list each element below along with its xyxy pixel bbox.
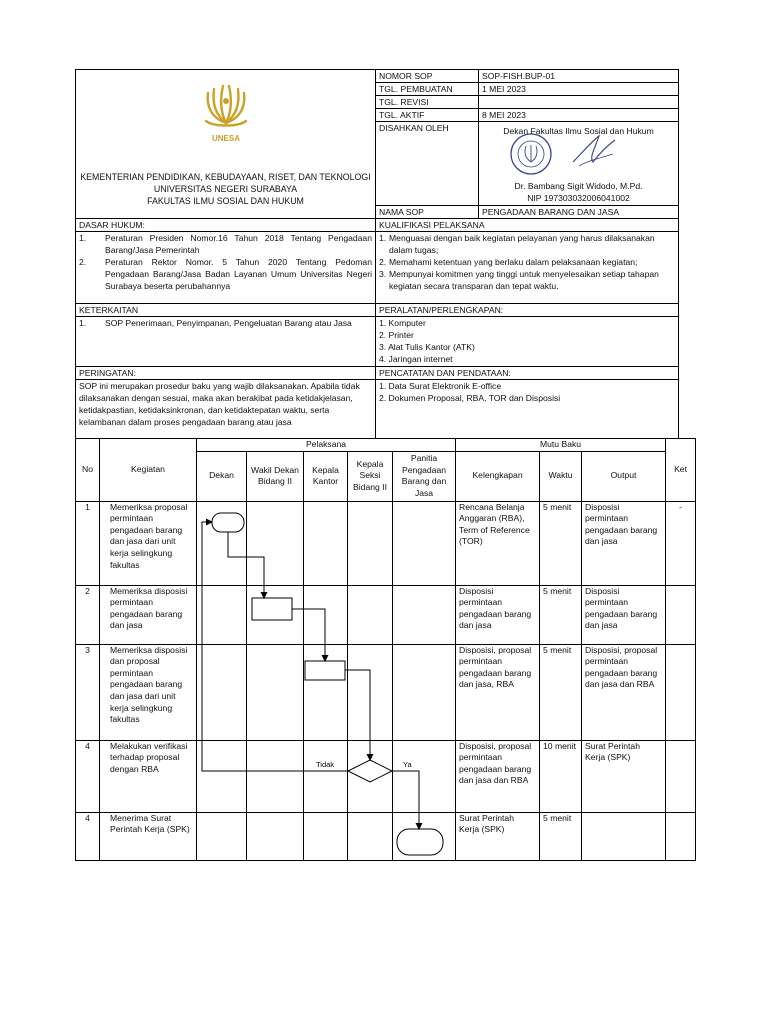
peringatan-text: SOP ini merupakan prosedur baku yang wajib dilaksanakan. Apabila tidak dilaksanakan dengan sesuai, maka akan berakibat pada ketidakjelasan, ketidakpastian, ketidaksinkronan, dan ketidaktepatan waktu, serta kelambanan dalam proses pengadaan barang atau jasa <box>76 380 376 439</box>
dasar-hukum-title: DASAR HUKUM: <box>76 219 376 232</box>
label-tidak: Tidak <box>316 760 335 769</box>
list-item: 1. Komputer <box>379 318 426 328</box>
dean-name: Dr. Bambang Sigit Widodo, M.Pd. <box>514 181 643 191</box>
kualifikasi-title: KUALIFIKASI PELAKSANA <box>376 219 679 232</box>
col-output: Output <box>582 451 666 501</box>
col-kegiatan: Kegiatan <box>100 439 197 502</box>
list-item: 2. Peraturan Rektor Nomor. 5 Tahun 2020 Tentang Pedoman Pengadaan Barang/Jasa Badan Layanan Umum Universitas Negeri Surabaya beserta perubahannya <box>79 257 372 291</box>
institution-line-1: KEMENTERIAN PENDIDIKAN, KEBUDAYAAN, RISET, DAN TEKNOLOGI <box>80 172 371 182</box>
table-row: 2 Memeriksa disposisi permintaan pengadaan barang dan jasa Disposisi permintaan pengadaan barang dan jasa 5 menit Disposisi permintaan pengadaan barang dan jasa <box>76 585 696 644</box>
col-kelengkapan: Kelengkapan <box>456 451 540 501</box>
col-mutu-baku: Mutu Baku <box>456 439 666 452</box>
disahkan-label: DISAHKAN OLEH <box>376 122 479 206</box>
institution-cell <box>76 70 376 219</box>
nama-sop-label: NAMA SOP <box>376 206 479 219</box>
peralatan-list <box>376 317 679 367</box>
actor-wadek-2: Wakil Dekan Bidang II <box>247 451 304 501</box>
table-row: 4 Melakukan verifikasi terhadap proposal dengan RBA Disposisi, proposal permintaan pengadaan barang dan jasa dan RBA 10 menit Surat Perintah Kerja (SPK) <box>76 740 696 812</box>
list-item: 1. Peraturan Presiden Nomor.16 Tahun 2018 Tentang Pengadaan Barang/Jasa Pemerintah <box>79 233 372 255</box>
actor-dekan: Dekan <box>197 451 247 501</box>
info-value-pembuatan: 1 MEI 2023 <box>479 83 679 96</box>
peringatan-title: PERINGATAN: <box>76 367 376 380</box>
list-item: 2. Memahami ketentuan yang berlaku dalam pelaksanaan kegiatan; <box>379 257 638 267</box>
list-item: 3. Alat Tulis Kantor (ATK) <box>379 342 475 352</box>
list-item: 1. Menguasai dengan baik kegiatan pelayanan yang harus dilaksanakan dalam tugas; <box>379 233 655 255</box>
logo-text: UNESA <box>211 134 240 143</box>
institution-line-3: FAKULTAS ILMU SOSIAL DAN HUKUM <box>147 196 304 206</box>
keterkaitan-list <box>76 317 376 367</box>
col-pelaksana: Pelaksana <box>197 439 456 452</box>
faculty-stamp <box>509 132 553 179</box>
sop-flow-table <box>75 438 696 861</box>
peralatan-title: PERALATAN/PERLENGKAPAN: <box>376 304 679 317</box>
institution-line-2: UNIVERSITAS NEGERI SURABAYA <box>153 184 298 194</box>
signature-block <box>479 122 678 205</box>
info-value-nomor: SOP-FISH.BUP-01 <box>479 70 679 83</box>
list-item: 2. Printer <box>379 330 414 340</box>
label-ya: Ya <box>403 760 412 769</box>
info-value-aktif: 8 MEI 2023 <box>479 109 679 122</box>
unesa-logo <box>196 81 256 151</box>
kualifikasi-list <box>376 232 679 304</box>
list-item: 4. Jaringan internet <box>379 354 453 364</box>
list-item: 2. Dokumen Proposal, RBA, TOR dan Disposisi <box>379 393 561 403</box>
nama-sop-value: PENGADAAN BARANG DAN JASA <box>479 206 679 219</box>
col-waktu: Waktu <box>540 451 582 501</box>
info-label-aktif: TGL. AKTIF <box>376 109 479 122</box>
list-item: 1. Data Surat Elektronik E-office <box>379 381 502 391</box>
info-label-pembuatan: TGL. PEMBUATAN <box>376 83 479 96</box>
col-ket: Ket <box>666 439 696 502</box>
pencatatan-title: PENCATATAN DAN PENDATAAN: <box>376 367 679 380</box>
actor-kepala-kantor: Kepala Kantor <box>304 451 348 501</box>
info-label-nomor: NOMOR SOP <box>376 70 479 83</box>
list-item: 1. SOP Penerimaan, Penyimpanan, Pengeluatan Barang atau Jasa <box>79 318 352 328</box>
dean-signature <box>569 132 619 175</box>
table-row: 1 Memeriksa proposal permintaan pengadaan barang dan jasa dari unit kerja selingkung fakultas Rencana Belanja Anggaran (RBA), Term of Reference (TOR) 5 menit Disposisi permintaan pengadaan barang dan jasa - <box>76 501 696 585</box>
actor-kasie-2: Kepala Seksi Bidang II <box>348 451 393 501</box>
info-label-revisi: TGL. REVISI <box>376 96 479 109</box>
keterkaitan-title: KETERKAITAN <box>76 304 376 317</box>
dasar-hukum-list <box>76 232 376 304</box>
actor-panitia: Panitia Pengadaan Barang dan Jasa <box>393 451 456 501</box>
col-no: No <box>76 439 100 502</box>
list-item: 3. Mempunyai komitmen yang tinggi untuk menyelesaikan setiap tahapan kegiatan secara transparan dan tepat waktu. <box>379 269 659 291</box>
dean-title: Dekan Fakultas Ilmu Sosial dan Hukum <box>503 126 654 136</box>
table-row: 4 Menerima Surat Perintah Kerja (SPK) Surat Perintah Kerja (SPK) 5 menit <box>76 812 696 860</box>
pencatatan-list <box>376 380 679 439</box>
table-row: 3 Memeriksa disposisi dan proposal permintaan pengadaan barang dan jasa dari unit kerja selingkung fakultas Disposisi, proposal permintaan pengadaan barang dan jasa, RBA 5 menit Disposisi, proposal permintaan pengadaan barang dan jasa dan RBA <box>76 644 696 740</box>
info-value-revisi <box>479 96 679 109</box>
sop-header-table <box>75 69 679 439</box>
dean-nip: NIP 197303032006041002 <box>527 193 630 203</box>
